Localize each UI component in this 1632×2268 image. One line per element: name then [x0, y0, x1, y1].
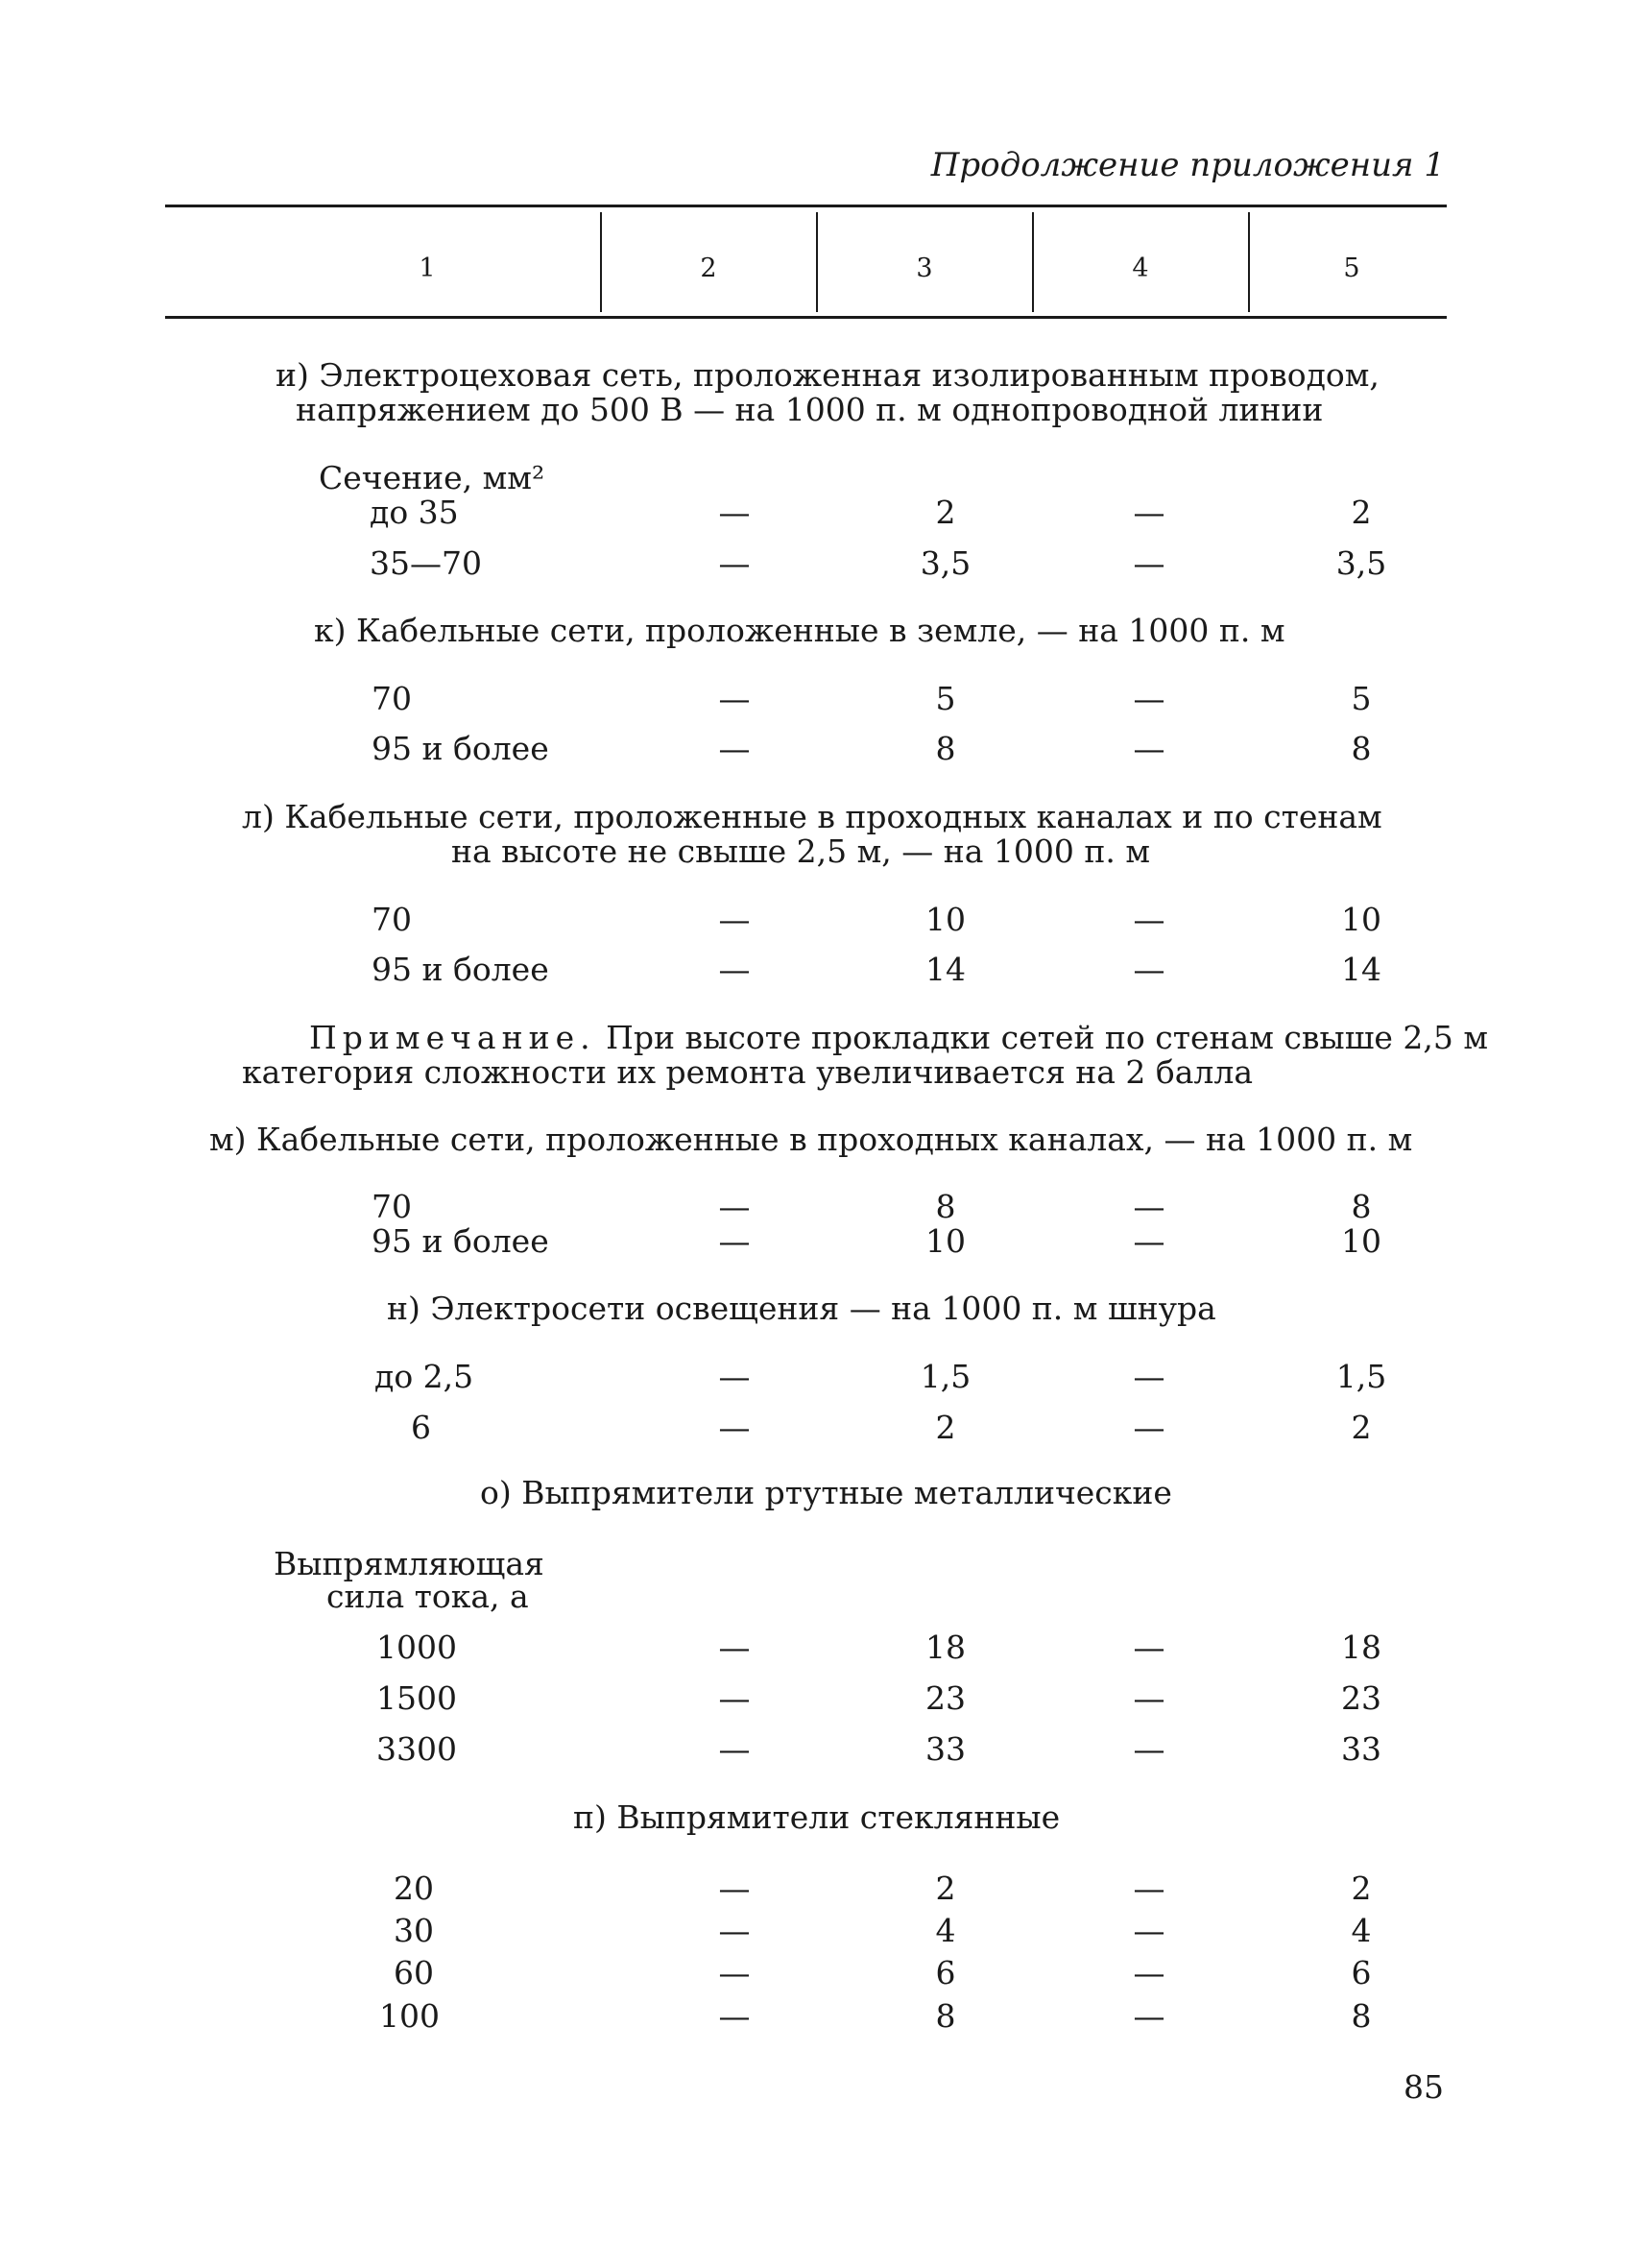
- cell: —: [1133, 494, 1165, 531]
- cell: —: [1133, 1730, 1165, 1768]
- cell: 8: [935, 1188, 956, 1225]
- cell: —: [1133, 1358, 1165, 1395]
- cell: —: [718, 494, 751, 531]
- cell: —: [718, 1358, 751, 1395]
- cell: —: [1133, 1912, 1165, 1949]
- cell: 2: [1351, 1870, 1372, 1907]
- cell: —: [1133, 901, 1165, 938]
- cell: 10: [1341, 901, 1381, 938]
- cell: 18: [925, 1629, 966, 1666]
- cell: 6: [935, 1954, 956, 1991]
- section-title: к) Кабельные сети, проложенные в земле, — на 1000 п. м: [314, 612, 1285, 649]
- note-text: категория сложности их ремонта увеличивается на 2 балла: [242, 1053, 1254, 1091]
- cell: —: [1133, 951, 1165, 988]
- column-subheader: Сечение, мм²: [319, 459, 545, 496]
- row-label: 100: [379, 1997, 440, 2035]
- cell: 6: [1351, 1954, 1372, 1991]
- cell: —: [718, 1679, 751, 1717]
- cell: —: [1133, 544, 1165, 582]
- cell: —: [1133, 1870, 1165, 1907]
- row-label: 1000: [376, 1629, 457, 1666]
- cell: —: [1133, 1409, 1165, 1446]
- row-label: 70: [372, 680, 412, 717]
- cell: —: [718, 1629, 751, 1666]
- cell: 8: [935, 730, 956, 767]
- column-header-4: 4: [1132, 253, 1149, 283]
- cell: —: [718, 544, 751, 582]
- cell: 1,5: [920, 1358, 972, 1395]
- row-label: 30: [394, 1912, 434, 1949]
- section-title: на высоте не свыше 2,5 м, — на 1000 п. м: [451, 832, 1151, 870]
- cell: —: [1133, 1188, 1165, 1225]
- page-number: 85: [1404, 2068, 1444, 2106]
- column-header-2: 2: [700, 253, 717, 283]
- row-label: 95 и более: [372, 1222, 549, 1260]
- cell: —: [1133, 1629, 1165, 1666]
- cell: 8: [1351, 1997, 1372, 2035]
- section-title: л) Кабельные сети, проложенные в проходных каналах и по стенам: [242, 798, 1382, 835]
- cell: —: [718, 1730, 751, 1768]
- row-label: до 2,5: [374, 1358, 474, 1395]
- cell: —: [1133, 1222, 1165, 1260]
- column-header-1: 1: [419, 253, 436, 283]
- cell: 2: [1351, 494, 1372, 531]
- cell: 5: [935, 680, 956, 717]
- cell: —: [1133, 730, 1165, 767]
- row-label: 95 и более: [372, 951, 549, 988]
- cell: —: [1133, 1997, 1165, 2035]
- cell: —: [1133, 680, 1165, 717]
- cell: 23: [1341, 1679, 1381, 1717]
- cell: 2: [1351, 1409, 1372, 1446]
- cell: —: [718, 951, 751, 988]
- page-heading: Продолжение приложения 1: [930, 146, 1445, 184]
- cell: 10: [925, 1222, 966, 1260]
- cell: 8: [1351, 1188, 1372, 1225]
- row-label: 35—70: [370, 544, 482, 582]
- cell: —: [718, 1997, 751, 2035]
- cell: —: [718, 1409, 751, 1446]
- cell: 2: [935, 494, 956, 531]
- section-title: и) Электроцеховая сеть, проложенная изолированным проводом,: [276, 356, 1380, 394]
- cell: 8: [1351, 730, 1372, 767]
- row-label: 6: [411, 1409, 431, 1446]
- cell: 18: [1341, 1629, 1381, 1666]
- column-divider: [1248, 212, 1250, 312]
- cell: 33: [1341, 1730, 1381, 1768]
- column-divider: [600, 212, 602, 312]
- cell: 3,5: [920, 544, 972, 582]
- table-top-rule: [165, 205, 1447, 207]
- row-label: до 35: [370, 494, 459, 531]
- column-divider: [816, 212, 818, 312]
- cell: —: [718, 730, 751, 767]
- section-title: м) Кабельные сети, проложенные в проходных каналах, — на 1000 п. м: [209, 1121, 1413, 1158]
- table-bottom-rule: [165, 316, 1447, 319]
- column-subheader: Выпрямляющая: [274, 1545, 544, 1582]
- cell: —: [718, 1222, 751, 1260]
- row-label: 95 и более: [372, 730, 549, 767]
- cell: 2: [935, 1870, 956, 1907]
- column-subheader: сила тока, а: [326, 1578, 529, 1615]
- cell: —: [718, 1954, 751, 1991]
- cell: 4: [935, 1912, 956, 1949]
- row-label: 20: [394, 1870, 434, 1907]
- note-label: Примечание.: [309, 1019, 596, 1056]
- cell: 14: [925, 951, 966, 988]
- column-header-5: 5: [1343, 253, 1360, 283]
- cell: —: [718, 680, 751, 717]
- cell: 2: [935, 1409, 956, 1446]
- section-title: н) Электросети освещения — на 1000 п. м шнура: [387, 1290, 1216, 1327]
- cell: —: [1133, 1954, 1165, 1991]
- row-label: 1500: [376, 1679, 457, 1717]
- cell: —: [718, 1188, 751, 1225]
- cell: 3,5: [1335, 544, 1387, 582]
- cell: 4: [1351, 1912, 1372, 1949]
- note: [309, 1019, 1489, 1056]
- cell: 10: [1341, 1222, 1381, 1260]
- cell: 1,5: [1335, 1358, 1387, 1395]
- cell: 14: [1341, 951, 1381, 988]
- section-title: п) Выпрямители стеклянные: [573, 1798, 1061, 1836]
- cell: 23: [925, 1679, 966, 1717]
- section-title: напряжением до 500 В — на 1000 п. м однопроводной линии: [296, 391, 1324, 428]
- cell: —: [718, 1912, 751, 1949]
- cell: —: [718, 901, 751, 938]
- cell: —: [1133, 1679, 1165, 1717]
- note-text: При высоте прокладки сетей по стенам свыше 2,5 м: [606, 1019, 1489, 1056]
- cell: 5: [1351, 680, 1372, 717]
- cell: 8: [935, 1997, 956, 2035]
- cell: 33: [925, 1730, 966, 1768]
- column-header-3: 3: [916, 253, 933, 283]
- cell: —: [718, 1870, 751, 1907]
- row-label: 70: [372, 901, 412, 938]
- row-label: 3300: [376, 1730, 457, 1768]
- row-label: 60: [394, 1954, 434, 1991]
- section-title: о) Выпрямители ртутные металлические: [480, 1474, 1172, 1511]
- cell: 10: [925, 901, 966, 938]
- column-divider: [1032, 212, 1034, 312]
- row-label: 70: [372, 1188, 412, 1225]
